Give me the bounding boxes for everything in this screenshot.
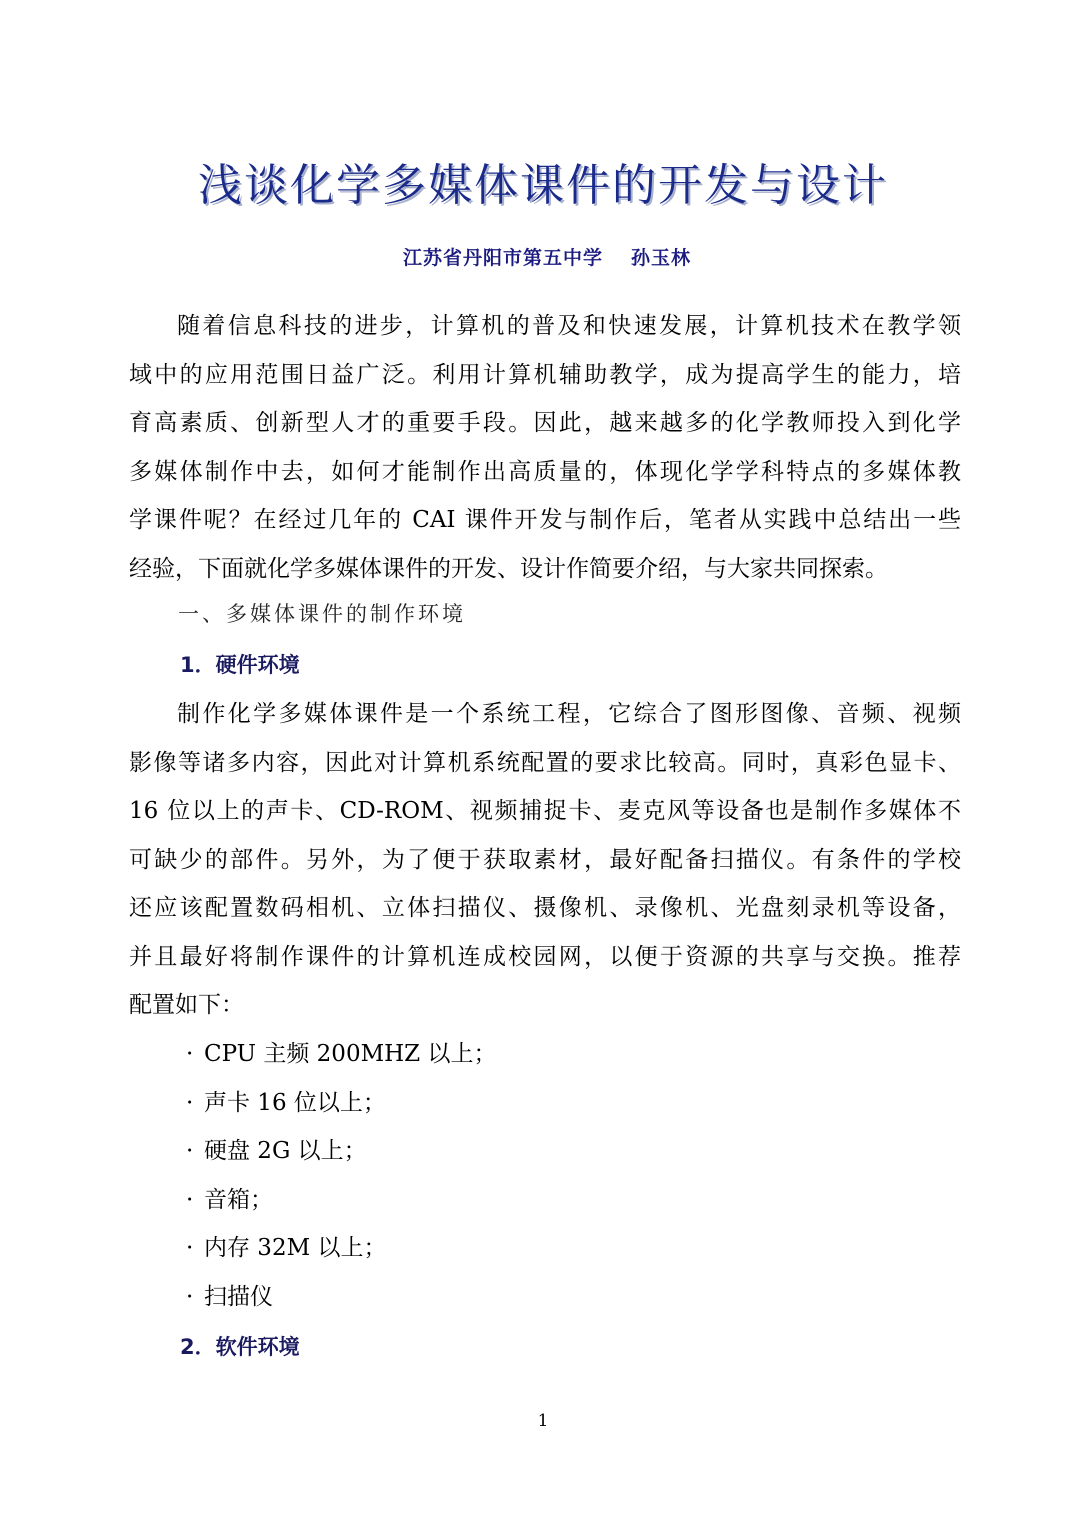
heading-hardware: 1．硬件环境 xyxy=(180,653,300,677)
config-item: · 声卡 16 位以上； xyxy=(186,1079,496,1128)
hardware-line: 16 位以上的声卡、CD-ROM、视频捕捉卡、麦克风等设备也是制作多媒体不 xyxy=(129,798,961,824)
page-number: 1 xyxy=(537,1411,549,1431)
config-list xyxy=(186,1030,496,1322)
heading-software: 2．软件环境 xyxy=(180,1335,300,1359)
document-title: 浅谈化学多媒体课件的开发与设计 xyxy=(198,160,888,211)
config-item: · 音箱； xyxy=(186,1176,496,1225)
hardware-paragraph xyxy=(129,690,961,1030)
config-item: · 扫描仪 xyxy=(186,1273,496,1322)
intro-paragraph xyxy=(129,302,961,593)
author-line xyxy=(0,244,1086,272)
hardware-line: 影像等诸多内容，因此对计算机系统配置的要求比较高。同时，真彩色显卡、 xyxy=(129,749,961,776)
config-item: · 内存 32M 以上； xyxy=(186,1224,496,1273)
hardware-line: 制作化学多媒体课件是一个系统工程，它综合了图形图像、音频、视频 xyxy=(177,701,961,727)
config-item: · CPU 主频 200MHZ 以上； xyxy=(186,1030,496,1079)
intro-line: 育高素质、创新型人才的重要手段。因此，越来越多的化学教师投入到化学 xyxy=(129,410,961,436)
intro-line: 经验，下面就化学多媒体课件的开发、设计作简要介绍，与大家共同探索。 xyxy=(129,555,888,582)
intro-line: 多媒体制作中去，如何才能制作出高质量的，体现化学学科特点的多媒体教 xyxy=(129,458,961,485)
hardware-line: 可缺少的部件。另外，为了便于获取素材，最好配备扫描仪。有条件的学校 xyxy=(129,846,961,873)
hardware-line: 还应该配置数码相机、立体扫描仪、摄像机、录像机、光盘刻录机等设备， xyxy=(129,895,961,921)
author-name: 孙玉林 xyxy=(631,247,692,269)
config-item: · 硬盘 2G 以上； xyxy=(186,1127,496,1176)
intro-line: 随着信息科技的进步，计算机的普及和快速发展，计算机技术在教学领 xyxy=(177,313,961,339)
section-heading-environment: 一、多媒体课件的制作环境 xyxy=(178,602,466,626)
hardware-line: 并且最好将制作课件的计算机连成校园网，以便于资源的共享与交换。推荐 xyxy=(129,943,961,970)
intro-line: 学课件呢？在经过几年的 CAI 课件开发与制作后，笔者从实践中总结出一些 xyxy=(129,507,961,533)
author-school: 江苏省丹阳市第五中学 xyxy=(402,247,603,269)
hardware-line: 配置如下： xyxy=(129,992,244,1018)
intro-line: 域中的应用范围日益广泛。利用计算机辅助教学，成为提高学生的能力，培 xyxy=(129,361,961,388)
